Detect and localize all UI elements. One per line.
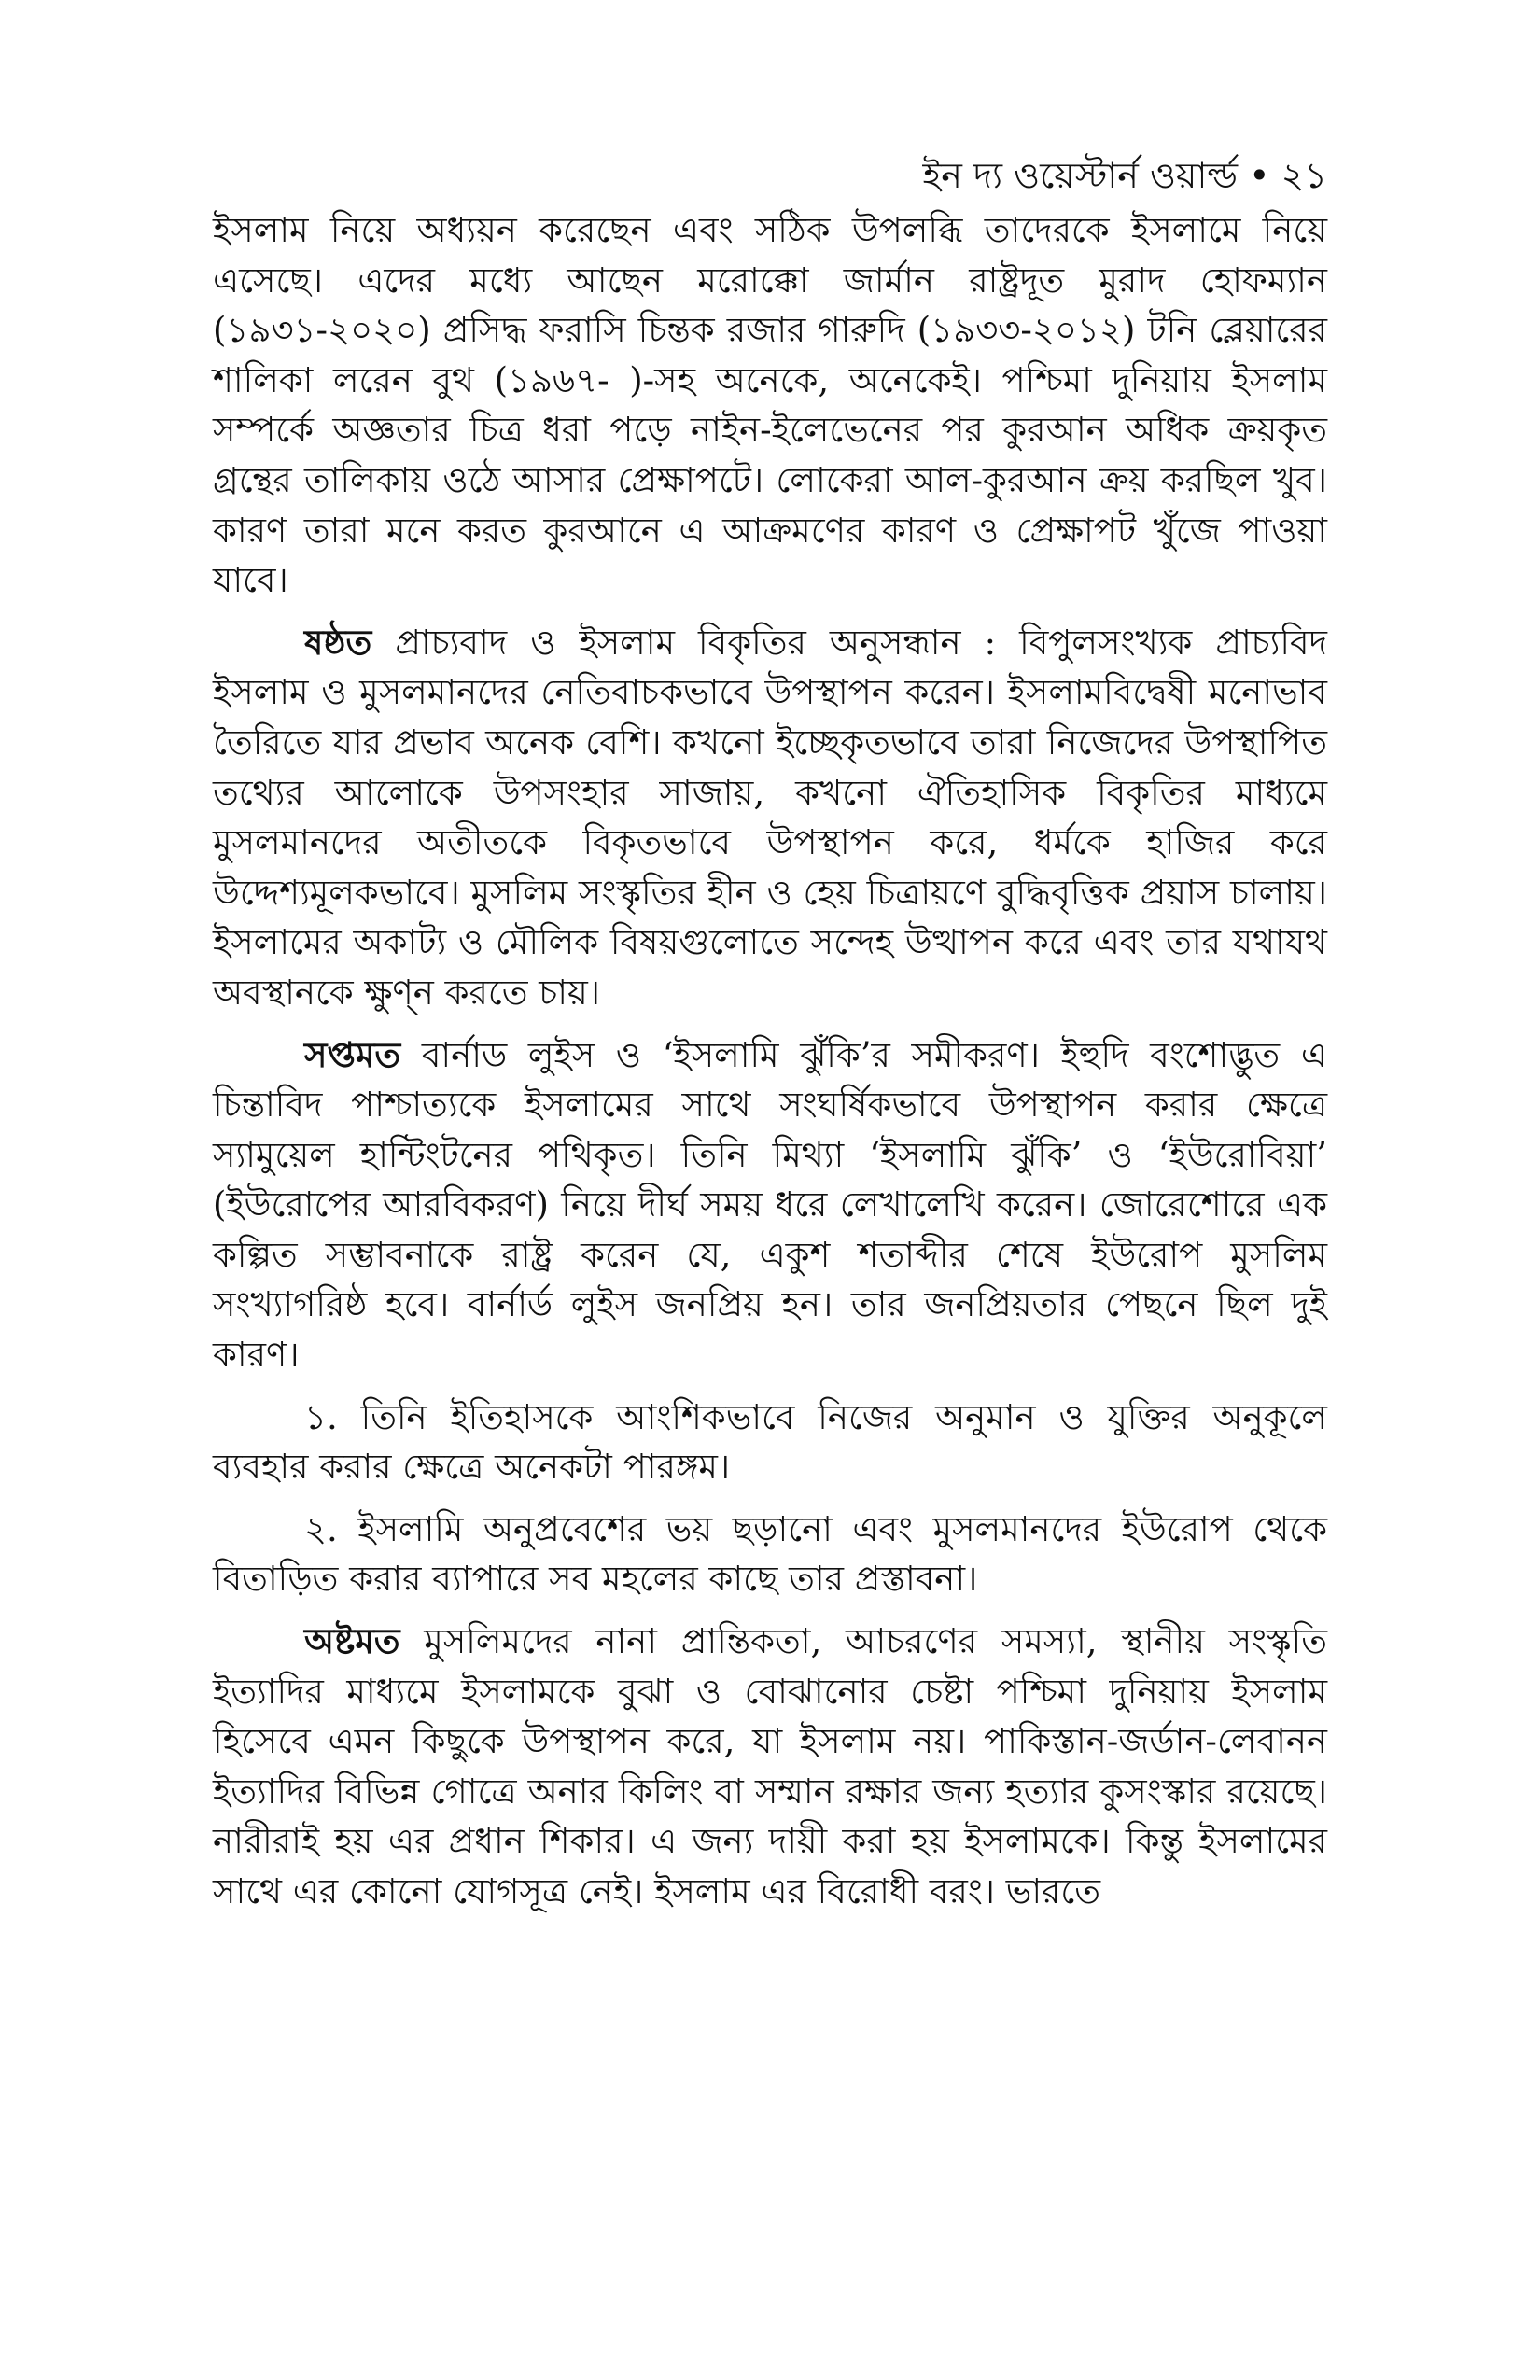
list-item-second-reason bbox=[213, 1505, 1327, 1604]
paragraph-lead: অষ্টমত bbox=[304, 1620, 400, 1662]
paragraph-lead: সপ্তমত bbox=[304, 1033, 401, 1075]
paragraph-sixth bbox=[213, 618, 1327, 1018]
paragraph-text: বার্নাড লুইস ও ‘ইসলামি ঝুঁকি’র সমীকরণ। ইহুদি বংশোদ্ভুত এ চিন্তাবিদ পাশ্চাত্যকে ইসলামের সাথে সংঘর্ষিকভাবে উপস্থাপন করার ক্ষেত্রে স্যামুয়েল হান্টিংটনের পথিকৃত। তিনি মিথ্যা ‘ইসলামি ঝুঁকি’ ও ‘ইউরোবিয়া’ (ইউরোপের আরবিকরণ) নিয়ে দীর্ঘ সময় ধরে লেখালেখি করেন। জোরেশোরে এক কল্পিত সম্ভাবনাকে রাষ্ট্র করেন যে, একুশ শতাব্দীর শেষে ইউরোপ মুসলিম সংখ্যাগরিষ্ঠ হবে। বার্নার্ড লুইস জনপ্রিয় হন। তার জনপ্রিয়তার পেছনে ছিল দুই কারণ। bbox=[213, 1034, 1327, 1376]
paragraph-text: মুসলিমদের নানা প্রান্তিকতা, আচরণের সমস্যা, স্থানীয় সংস্কৃতি ইত্যাদির মাধ্যমে ইসলামকে বুঝা ও বোঝানোর চেষ্টা পশ্চিমা দুনিয়ায় ইসলাম হিসেবে এমন কিছুকে উপস্থাপন করে, যা ইসলাম নয়। পাকিস্তান-জর্ডান-লেবানন ইত্যাদির বিভিন্ন গোত্রে অনার কিলিং বা সম্মান রক্ষার জন্য হত্যার কুসংস্কার রয়েছে। নারীরাই হয় এর প্রধান শিকার। এ জন্য দায়ী করা হয় ইসলামকে। কিন্তু ইসলামের সাথে এর কোনো যোগসূত্র নেই। ইসলাম এর বিরোধী বরং। ভারতে bbox=[213, 1621, 1327, 1911]
paragraph-text: ইসলাম নিয়ে অধ্যয়ন করেছেন এবং সঠিক উপলব্ধি তাদেরকে ইসলামে নিয়ে এসেছে। এদের মধ্যে আছেন মরোক্কো জার্মান রাষ্ট্রদূত মুরাদ হোফম্যান (১৯৩১-২০২০) প্রসিদ্ধ ফরাসি চিন্তক রজার গারুদি (১৯৩৩-২০১২) টনি ব্লেয়ারের শালিকা লরেন বুথ (১৯৬৭- )-সহ অনেকে, অনেকেই। পশ্চিমা দুনিয়ায় ইসলাম সম্পর্কে অজ্ঞতার চিত্র ধরা পড়ে নাইন-ইলেভেনের পর কুরআন অধিক ক্রয়কৃত গ্রন্থের তালিকায় ওঠে আসার প্রেক্ষাপটে। লোকেরা আল-কুরআন ক্রয় করছিল খুব। কারণ তারা মনে করত কুরআনে এ আক্রমণের কারণ ও প্রেক্ষাপট খুঁজে পাওয়া যাবে। bbox=[213, 210, 1327, 601]
paragraph-continuation bbox=[213, 205, 1327, 606]
paragraph-text: প্রাচ্যবাদ ও ইসলাম বিকৃতির অনুসন্ধান : বিপুলসংখ্যক প্রাচ্যবিদ ইসলাম ও মুসলমানদের নেতিবাচকভাবে উপস্থাপন করেন। ইসলামবিদ্বেষী মনোভাব তৈরিতে যার প্রভাব অনেক বেশি। কখনো ইচ্ছেকৃতভাবে তারা নিজেদের উপস্থাপিত তথ্যের আলোকে উপসংহার সাজায়, কখনো ঐতিহাসিক বিকৃতির মাধ্যমে মুসলমানদের অতীতকে বিকৃতভাবে উপস্থাপন করে, ধর্মকে হাজির করে উদ্দেশ্যমূলকভাবে। মুসলিম সংস্কৃতির হীন ও হেয় চিত্রায়ণে বুদ্ধিবৃত্তিক প্রয়াস চালায়। ইসলামের অকাট্য ও মৌলিক বিষয়গুলোতে সন্দেহ উত্থাপন করে এবং তার যথাযথ অবস্থানকে ক্ষুণ্ন করতে চায়। bbox=[213, 622, 1327, 1013]
paragraph-seventh bbox=[213, 1030, 1327, 1380]
paragraph-text: ২. ইসলামি অনুপ্রবেশের ভয় ছড়ানো এবং মুসলমানদের ইউরোপ থেকে বিতাড়িত করার ব্যাপারে সব মহলের কাছে তার প্রস্তাবনা। bbox=[213, 1508, 1327, 1600]
paragraph-text: ১. তিনি ইতিহাসকে আংশিকভাবে নিজের অনুমান ও যুক্তির অনুকূলে ব্যবহার করার ক্ষেত্রে অনেকটা পারঙ্গম। bbox=[213, 1396, 1327, 1488]
paragraph-eighth bbox=[213, 1617, 1327, 1917]
book-page bbox=[213, 149, 1327, 1929]
list-item-first-reason bbox=[213, 1393, 1327, 1492]
paragraph-lead: ষষ্ঠত bbox=[304, 621, 372, 663]
running-header: ইন দ্য ওয়েস্টার্ন ওয়ার্ল্ড • ২১ bbox=[922, 155, 1327, 196]
